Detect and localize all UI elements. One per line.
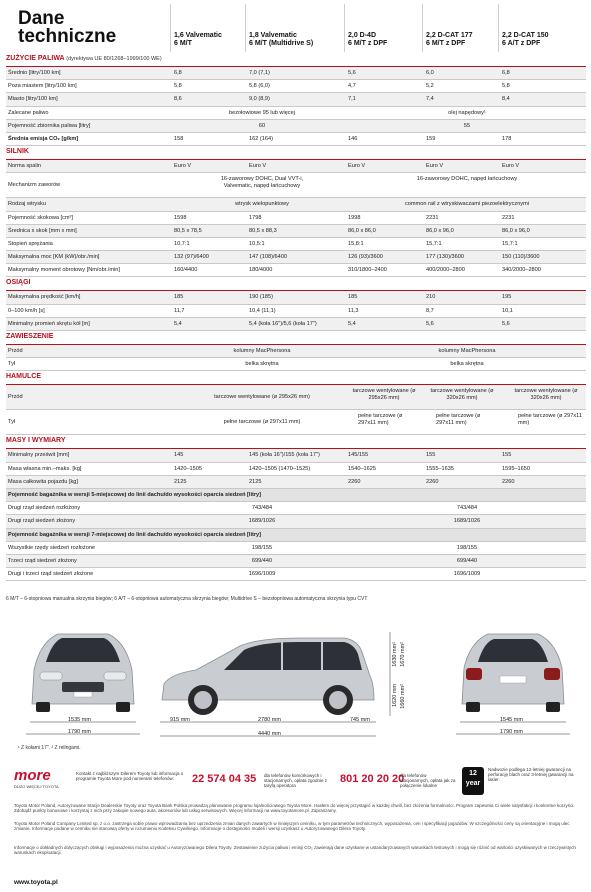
cell: pełne tarczowe (ø 297x11 mm): [223, 419, 301, 426]
column-divider: [245, 4, 246, 52]
table-row: [6, 225, 586, 238]
height-label: 1670 mm²: [400, 642, 406, 667]
section-performance: [6, 277, 586, 291]
table-row: [6, 345, 586, 358]
spec-table: [6, 53, 586, 581]
cell: 158: [174, 135, 184, 142]
cell: 1696/1009: [248, 571, 276, 578]
cell: 5,6: [426, 320, 434, 327]
table-row: [6, 385, 586, 410]
row-label: Tył: [8, 419, 16, 426]
cell: 6,8: [502, 70, 510, 76]
transmission-footnote: 6 M/T – 6-stopniowa manualna skrzynia biegów; 6 A/T – 6-stopniowa automatyczna skrzynia biegów; Multidrive S – bezstopniowa automatyczna skrzynia typu CVT: [6, 596, 368, 602]
cell: 185: [174, 294, 184, 301]
cell: 86,0 x 96,0: [502, 227, 530, 234]
toyota-more-logo: [14, 767, 64, 797]
row-label: Mechanizm zaworów: [8, 182, 61, 189]
cell: 150 (110)/3600: [502, 254, 540, 261]
section-brakes: [6, 371, 586, 385]
cell: 147 (108)/6400: [249, 254, 287, 261]
section-suspension: [6, 331, 586, 345]
column-divider: [422, 4, 423, 52]
cell: pełne tarczowe (ø 297x11 mm): [358, 413, 403, 426]
cell: 1689/1026: [453, 518, 481, 525]
front-track-label: 1535 mm: [68, 717, 91, 723]
cell: 159: [426, 135, 436, 142]
cell: 86,0 x 86,0: [348, 227, 376, 234]
row-label: Wszystkie rzędy siedzeń rozłożone: [8, 544, 96, 551]
cell: 146: [348, 135, 358, 142]
cell: 7,1: [348, 96, 356, 103]
phone-number[interactable]: 801 20 20 20: [340, 773, 405, 785]
cell: 8,4: [502, 96, 510, 103]
table-row: [6, 198, 586, 211]
cell: 11,3: [348, 307, 359, 314]
cell: 10,4 (11,1): [249, 307, 276, 314]
column-divider: [170, 4, 171, 52]
row-label: Średnia emisja CO₂ [g/km]: [8, 135, 79, 142]
dimension-notes: ¹ Z kołami 17". ² Z relingami.: [18, 745, 81, 751]
row-label: Pojemność bagażnika w wersji 7-miejscowej do linii dachu/do wysokości oparcia siedzeń [litry]: [8, 531, 262, 538]
cell: 5,2: [426, 83, 434, 90]
row-label: Minimalny promień skrętu kół [m]: [8, 320, 90, 327]
section-title: MASY I WYMIARY: [6, 437, 66, 445]
row-label: Pojemność bagażnika w wersji 5-miejscowej do linii dachu/do wysokości oparcia siedzeń [litry]: [8, 491, 262, 498]
cell: wtrysk wielopunktowy: [235, 201, 289, 208]
title-line2: techniczne: [18, 26, 117, 47]
table-row: [6, 133, 586, 146]
cell: kolumny MacPhersona: [233, 348, 291, 354]
cell: 699/440: [251, 557, 273, 564]
table-row: [6, 107, 586, 120]
cell: 210: [426, 294, 436, 301]
cell: 10,5:1: [249, 240, 265, 247]
cell: 1689/1026: [248, 518, 276, 525]
cell: 5,8 (6,0): [249, 83, 270, 90]
cell: 155: [426, 452, 436, 459]
cell: 132 (97)/6400: [174, 254, 209, 261]
cell: 1598: [174, 214, 187, 221]
section-title: ZAWIESZENIE: [6, 333, 54, 340]
column-divider: [498, 4, 499, 52]
cell: 743/484: [251, 505, 273, 512]
cell: 7,0 (7,1): [249, 70, 270, 76]
car-rear-view: [462, 634, 564, 712]
website-link[interactable]: www.toyota.pl: [14, 879, 58, 886]
row-label: Zalecane paliwo: [8, 109, 49, 116]
page-title: [18, 10, 116, 46]
cell: 6,0: [426, 70, 434, 76]
rear-width-label: 1790 mm: [500, 729, 523, 735]
row-label: Masa całkowita pojazdu [kg]: [8, 478, 78, 485]
table-row: [6, 568, 586, 581]
cell: 10,7:1: [174, 240, 190, 247]
contact-text: Kontakt z najbliższym Dilerem Toyoty lub informacja o programie Toyota More pod numerami telefonów:: [76, 771, 184, 782]
cell: tarczowe wentylowane (ø 295x26 mm): [352, 388, 416, 401]
cell: 5,8: [502, 83, 510, 90]
cell: 86,0 x 96,0: [426, 227, 454, 234]
table-row: [6, 238, 586, 251]
cell: 198/155: [456, 544, 478, 551]
table-row: [6, 93, 586, 106]
cell: 145/155: [348, 452, 369, 459]
row-label: Norma spalin: [8, 163, 41, 170]
length-label: 4440 mm: [258, 731, 281, 737]
cell: 7,4: [426, 96, 434, 103]
column-header-1: 1,6 Valvematic 6 M/T: [174, 32, 222, 47]
table-row: [6, 542, 586, 555]
cell: 160/4400: [174, 267, 198, 274]
cell: 126 (93)/3600: [348, 254, 383, 261]
phone-note: dla telefonów komórkowych i stacjonarnych, opłata zgodnie z taryfą operatora: [264, 773, 328, 789]
cell: 185: [348, 294, 358, 301]
cell: 1696/1009: [453, 571, 481, 578]
table-subheader: [6, 489, 586, 502]
cell: 145 (koła 16")/155 (koła 17"): [249, 452, 320, 459]
cell: 155: [502, 452, 512, 459]
cell: common rail z wtryskiwaczami piezoelektrycznymi: [404, 201, 530, 208]
front-width-label: 1790 mm: [68, 729, 91, 735]
cell: 55: [463, 122, 471, 129]
row-label: Maksymalna prędkość [km/h]: [8, 294, 81, 301]
row-label: Trzeci rząd siedzeń złożony: [8, 557, 77, 564]
cell: 2125: [249, 478, 262, 485]
row-label: Pojemność zbiornika paliwa [litry]: [8, 122, 91, 129]
cell: 178: [502, 135, 512, 142]
height-label: 1630 mm¹: [392, 642, 398, 667]
cell: 1798: [249, 214, 262, 221]
height-label: 1620 mm: [392, 684, 398, 707]
cell: 400/2000–2800: [426, 267, 465, 274]
section-title: SILNIK: [6, 148, 29, 156]
cell: olej napędowy¹: [448, 109, 486, 116]
cell: 195: [502, 294, 512, 301]
phone-note: dla telefonów stacjonarnych, opłata jak za połączenie lokalne: [400, 773, 456, 789]
cell: Euro V: [348, 163, 366, 170]
title-line1: Dane: [18, 8, 65, 29]
cell: 190 (185): [249, 294, 273, 301]
row-label: Maksymalny moment obrotowy [Nm/obr./min]: [8, 267, 120, 274]
cell: 1420–1505: [174, 465, 202, 472]
cell: 1998: [348, 214, 361, 221]
table-row: [6, 476, 586, 489]
cell: 60: [258, 122, 266, 129]
cell: 2260: [348, 478, 361, 485]
cell: 11,7: [174, 307, 185, 314]
row-label: Poza miastem [litry/100 km]: [8, 83, 77, 90]
table-row: [6, 318, 586, 331]
legal-text: Toyota Motor Poland Company Limited sp. z o.o. zastrzega sobie prawo wprowadzania bez uprzedzenia zmian danych zawartych w niniejszym cenniku, w tym parametrów technicznych, wyposażenia, cen i specyfikacji pojazdów. W szczególności ceny są orientacyjne i mogą ulec zmianie. Informacje podane w cenniku nie stanowią oferty w rozumieniu Kodeksu Cywilnego. Informacje o dostępności modeli i wersji uzyskasz u Autoryzowanego Dilera Toyoty.: [14, 821, 570, 832]
cell: 2260: [502, 478, 515, 485]
table-row: [6, 502, 586, 515]
table-row: [6, 305, 586, 318]
section-fuel: [6, 53, 586, 67]
cell: 2125: [174, 478, 187, 485]
cell: 145: [174, 452, 184, 459]
table-row: [6, 515, 586, 528]
warranty-badge: 12 year: [462, 767, 484, 795]
cell: 310/1800–2400: [348, 267, 387, 274]
row-label: 0–100 km/h [s]: [8, 307, 45, 314]
cell: 2231: [502, 214, 515, 221]
cell: 1595–1650: [502, 465, 530, 472]
legal-text: Informacje o dokładnych dotyczących obsługi i wyposażenia można uzyskać u Autoryzowanego Dilera Toyoty. Zestawienie zużycia paliwa i emisji CO₂ zawierają dane uzyskane w ustandaryzowanych warunkach testowych i mogą się różnić od wartości uzyskiwanych w rzeczywistych warunkach eksploatacji.: [14, 845, 576, 856]
cell: 1555–1635: [426, 465, 454, 472]
row-label: Drugi rząd siedzeń rozłożony: [8, 505, 81, 512]
cell: 16-zaworowy DOHC, napęd łańcuchowy: [416, 176, 518, 183]
row-label: Drugi rząd siedzeń złożony: [8, 518, 76, 525]
rear-overhang-label: 745 mm: [350, 717, 370, 723]
cell: 743/484: [456, 505, 478, 512]
section-engine: [6, 146, 586, 160]
cell: tarczowe wentylowane (ø 320x26 mm): [514, 388, 578, 401]
table-row: [6, 410, 586, 435]
rear-track-label: 1545 mm: [500, 717, 523, 723]
cell: 5,6: [348, 70, 356, 76]
cell: bezołowiowe 95 lub więcej: [229, 109, 295, 116]
legal-text: Toyota Motor Poland, Autoryzowane Stacje Dealerskie Toyoty oraz Toyota Bank Polska prowadzą planowanie programu lojalnościowego Toyota More. Hasłem do więcej przystąpić w każdej chwili, bez złożenia formalności. Program zapewnia Ci wiele satysfakcji i konkretne korzyści. Zdobądź punkty bonusowe i korzystaj z nich przy zakupie nowego auta, akcesoriów lub usług serwisowych. Więcej informacji na www.toyotamore.pl. Zapraszamy.: [14, 803, 575, 814]
cell: 340/2000–2800: [502, 267, 541, 274]
cell: 80,5 x 88,3: [249, 227, 277, 234]
section-title: HAMULCE: [6, 373, 41, 381]
table-row: [6, 67, 586, 80]
cell: 177 (130)/3600: [426, 254, 464, 261]
column-header-3: 2,0 D-4D 6 M/T z DPF: [348, 32, 388, 47]
row-label: Średnio [litry/100 km]: [8, 70, 61, 76]
spec-header: [0, 0, 591, 53]
table-row: [6, 120, 586, 133]
cell: tarczowe wentylowane (ø 295x26 mm): [214, 394, 310, 401]
cell: 2231: [426, 214, 439, 221]
section-title: OSIĄGI: [6, 279, 31, 287]
cell: 2260: [426, 478, 439, 485]
column-divider: [344, 4, 345, 52]
cell: 4,7: [348, 83, 356, 90]
column-header-2: 1,8 Valvematic 6 M/T (Multidrive S): [249, 32, 314, 47]
table-row: [6, 264, 586, 277]
table-row: [6, 160, 586, 173]
cell: 80,5 x 78,5: [174, 227, 202, 234]
row-label: Drugi i trzeci rząd siedzeń złożone: [8, 571, 94, 578]
car-dimension-drawings: [0, 612, 591, 752]
wheelbase-label: 2780 mm: [258, 717, 281, 723]
warranty-text: Nadwozie podlega 12-letniej gwarancji na perforację blach oraz 3-letniej gwarancji na lakier.: [488, 767, 574, 783]
table-row: [6, 555, 586, 568]
cell: 15,8:1: [348, 240, 364, 247]
row-label: Przód: [8, 394, 23, 401]
cell: kolumny MacPhersona: [438, 348, 496, 354]
height-label: 1660 mm²: [400, 684, 406, 709]
cell: Euro V: [174, 163, 192, 170]
cell: 8,6: [174, 96, 182, 103]
row-label: Przód: [8, 348, 23, 354]
cell: belka skrętna: [450, 361, 484, 368]
logo-tagline: DUŻO WIĘCEJ TOYOTA: [14, 784, 59, 789]
cell: 9,0 (8,9): [249, 96, 270, 103]
table-row: [6, 212, 586, 225]
row-label: Stopień sprężania: [8, 240, 53, 247]
row-label: Minimalny prześwit [mm]: [8, 452, 70, 459]
table-row: [6, 251, 586, 264]
cell: pełne tarczowe (ø 297x11 mm): [518, 413, 582, 426]
cell: 1420–1505 (1470–1525): [249, 465, 311, 472]
front-overhang-label: 915 mm: [170, 717, 190, 723]
phone-number[interactable]: 22 574 04 35: [192, 773, 257, 785]
cell: 16-zaworowy DOHC, Dual VVT-i, Valvematic, napęd łańcuchowy: [220, 176, 304, 189]
table-row: [6, 80, 586, 93]
cell: tarczowe wentylowane (ø 320x26 mm): [430, 388, 494, 401]
cell: 5,6: [502, 320, 510, 327]
cell: Euro V: [502, 163, 520, 170]
cell: pełne tarczowe (ø 297x11 mm): [436, 413, 481, 426]
row-label: Masa własna min.–maks. [kg]: [8, 465, 82, 472]
table-row: [6, 463, 586, 476]
row-label: Tył: [8, 361, 16, 368]
row-label: Średnica x skok [mm x mm]: [8, 227, 77, 234]
row-label: Miasto [litry/100 km]: [8, 96, 58, 103]
row-label: Maksymalna moc [KM (kW)/obr./min]: [8, 254, 100, 261]
cell: 5,4 (koła 16")/5,6 (koła 17"): [249, 320, 317, 327]
column-header-4: 2,2 D-CAT 177 6 M/T z DPF: [426, 32, 473, 47]
section-title: ZUŻYCIE PALIWA (dyrektywa UE 80/1268–1999/100 WE): [6, 55, 162, 62]
cell: 6,8: [174, 70, 182, 76]
cell: belka skrętna: [245, 361, 279, 368]
cell: 5,4: [348, 320, 356, 327]
cell: 10,1: [502, 307, 513, 314]
cell: 162 (164): [249, 135, 273, 142]
car-front-view: [32, 634, 134, 712]
section-masses: [6, 435, 586, 449]
cell: 8,7: [426, 307, 434, 314]
logo-text: more: [14, 767, 51, 784]
car-side-view: [162, 638, 374, 715]
promo-bar: [14, 765, 584, 801]
table-row: [6, 291, 586, 304]
cell: 15,7:1: [502, 240, 518, 247]
table-subheader: [6, 529, 586, 542]
table-row: [6, 449, 586, 462]
column-header-5: 2,2 D-CAT 150 6 A/T z DPF: [502, 32, 549, 47]
cell: 15,7:1: [426, 240, 442, 247]
cell: 1540–1625: [348, 465, 376, 472]
cell: 5,4: [174, 320, 182, 327]
table-row: [6, 358, 586, 371]
cell: 699/440: [456, 557, 478, 564]
row-label: Pojemność skokowa [cm³]: [8, 214, 73, 221]
row-label: Rodzaj wtrysku: [8, 201, 46, 208]
table-row: [6, 173, 586, 198]
cell: 198/155: [251, 544, 273, 551]
cell: 5,8: [174, 83, 182, 90]
cell: Euro V: [426, 163, 444, 170]
cell: 180/4000: [249, 267, 273, 274]
cell: Euro V: [249, 163, 267, 170]
